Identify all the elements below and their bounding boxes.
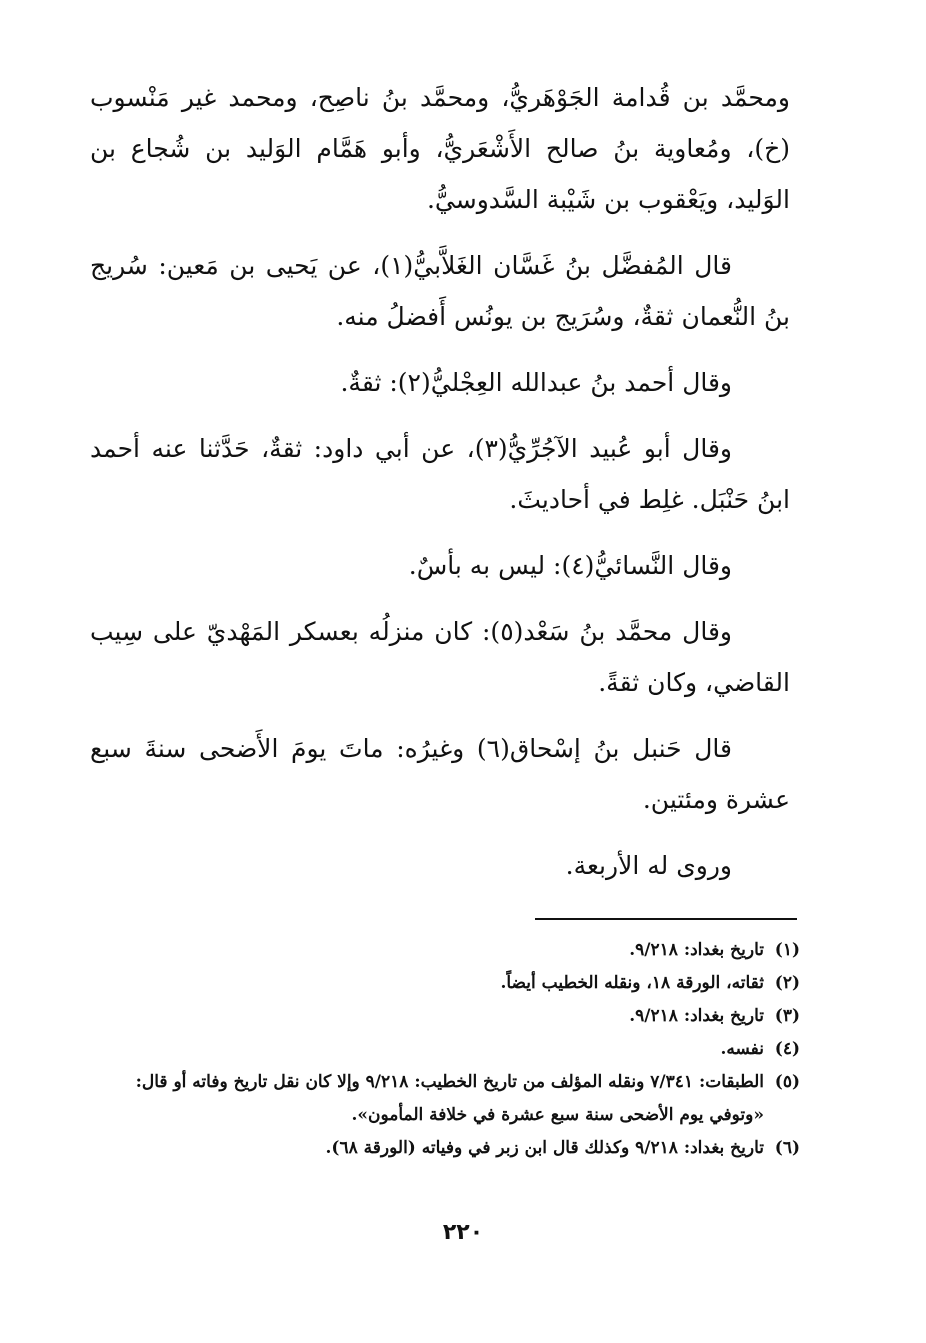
paragraph-ijli: وقال أحمد بنُ عبدالله العِجْليُّ(٢): ثقةٌ. bbox=[340, 368, 732, 397]
footnote-item bbox=[100, 1132, 800, 1165]
footnote-item bbox=[100, 1033, 800, 1066]
footnote-number: (٤) bbox=[774, 1039, 800, 1059]
footnote-item bbox=[100, 967, 800, 1000]
footnotes bbox=[100, 934, 800, 1165]
footnote-number: (٥) bbox=[774, 1072, 800, 1092]
footnote-text: ثقاته، الورقة ١٨، ونقله الخطيب أيضاً. bbox=[500, 973, 764, 993]
footnote-text: تاريخ بغداد: ٩/٢١٨. bbox=[629, 1006, 764, 1026]
footnote-text: نفسه. bbox=[720, 1039, 764, 1059]
footnote-divider bbox=[535, 918, 797, 920]
footnote-text: الطبقات: ٧/٣٤١ ونقله المؤلف من تاريخ الخطيب: ٩/٢١٨ وإلا كان نقل تاريخ وفاته أو قال: «وتوفي يوم الأضحى سنة سبع عشرة في خلافة المأمون». bbox=[135, 1072, 764, 1125]
paragraph-ajurri: وقال أبو عُبيد الآجُرِّيُّ(٣)، عن أبي داود: ثقةٌ، حَدَّثنا عنه أحمد ابنُ حَنْبَل. غلِط في أحاديثَ. bbox=[90, 434, 790, 514]
paragraph-nasai: وقال النَّسائيُّ(٤): ليس به بأسٌ. bbox=[408, 551, 732, 580]
paragraph-arbaa: وروى له الأربعة. bbox=[565, 851, 732, 880]
footnote-item bbox=[100, 934, 800, 967]
paragraph-mufaddal: قال المُفضَّل بنُ غَسَّان الغَلاَّبيُّ(١)، عن يَحيى بن مَعين: سُريج بنُ النُّعمان ثقةٌ، وسُرَيج بن يونُس أَفضلُ منه. bbox=[90, 251, 790, 331]
main-text bbox=[90, 72, 790, 906]
footnote-text: تاريخ بغداد: ٩/٢١٨. bbox=[629, 940, 764, 960]
footnote-text: تاريخ بغداد: ٩/٢١٨ وكذلك قال ابن زبر في وفياته (الورقة ٦٨). bbox=[325, 1138, 764, 1158]
paragraph-hanbal: قال حَنبل بنُ إسْحاق(٦) وغيرُه: ماتَ يومَ الأَضحى سنةَ سبع عشرة ومئتين. bbox=[90, 734, 790, 814]
paragraph-narrators: ومحمَّد بن قُدامة الجَوْهَريُّ، ومحمَّد بنُ ناصِح، ومحمد غير مَنْسوب (خ)، ومُعاوية بنُ صالح الأَشْعَريُّ، وأبو هَمَّام الوَليد بن شُجاع بن الوَليد، ويَعْقوب بن شَيْبة السَّدوسيُّ. bbox=[90, 83, 790, 214]
footnote-number: (٣) bbox=[774, 1006, 800, 1026]
page-number: ٢٢٠ bbox=[442, 1220, 484, 1245]
paragraph-ibn-sad: وقال محمَّد بنُ سَعْد(٥): كان منزلُه بعسكر المَهْديّ على سِيب القاضي، وكان ثقةً. bbox=[90, 617, 790, 697]
footnote-item bbox=[100, 1000, 800, 1033]
footnote-number: (٦) bbox=[774, 1138, 800, 1158]
footnote-item bbox=[100, 1066, 800, 1132]
footnote-number: (١) bbox=[774, 940, 800, 960]
footnote-number: (٢) bbox=[774, 973, 800, 993]
